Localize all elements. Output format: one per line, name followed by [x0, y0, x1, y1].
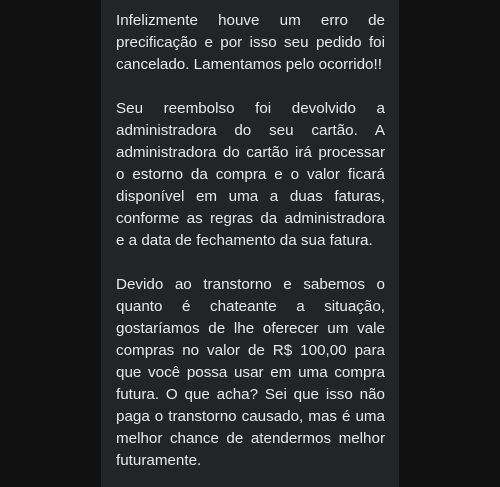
message-paragraph-apology: Infelizmente houve um erro de precificação e por isso seu pedido foi cancelado. Lamentamos pelo ocorrido!! [116, 12, 385, 73]
message-paragraph-refund: Seu reembolso foi devolvido a administradora do seu cartão. A administradora do cartão irá processar o estorno da compra e o valor ficará disponível em uma a duas faturas, conforme as regras da administradora e a data de fechamento da sua fatura. [116, 100, 385, 249]
message-paragraph-voucher-offer: Devido ao transtorno e sabemos o quanto é chateante a situação, gostaríamos de lhe oferecer um vale compras no valor de R$ 100,00 para que você possa usar em uma compra futura. O que acha? Sei que isso não paga o transtorno causado, mas é uma melhor chance de atendermos melhor futuramente. [116, 276, 385, 469]
message-bubble[interactable] [101, 0, 399, 487]
